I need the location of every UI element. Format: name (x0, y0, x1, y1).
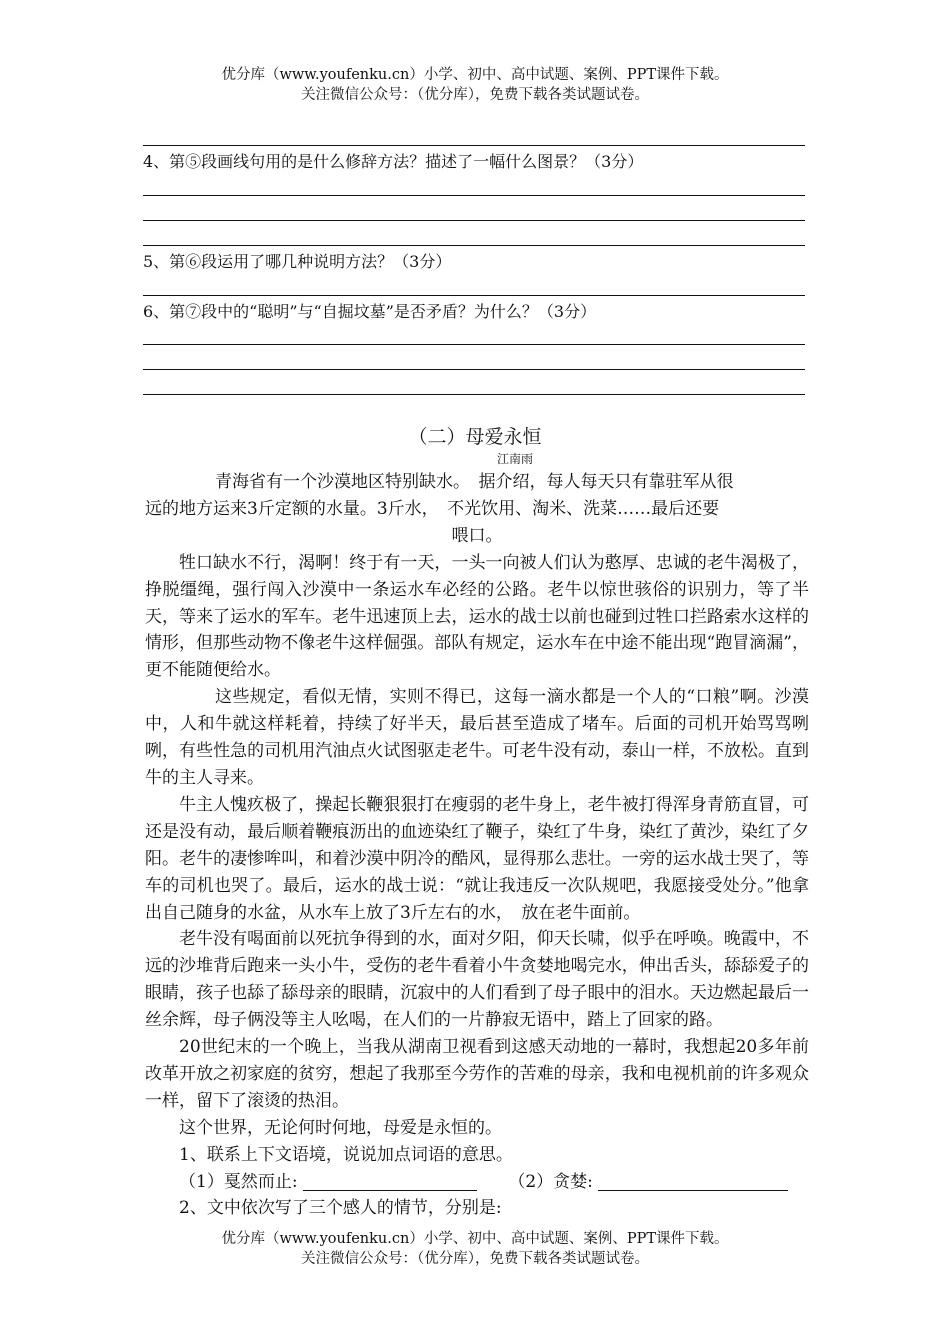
answer-line (143, 195, 805, 196)
paragraph-7: 这个世界，无论何时何地，母爱是永恒的。 (179, 1117, 502, 1138)
answer-line (143, 369, 805, 370)
answer-blank-2[interactable] (598, 1172, 788, 1191)
exercise-2: 2、文中依次写了三个感人的情节，分别是: (179, 1198, 502, 1219)
article-body (145, 469, 809, 1222)
answer-blank-1[interactable] (303, 1172, 477, 1191)
exercise-1b-label: （2）贪婪: (508, 1171, 593, 1192)
answer-line (143, 145, 805, 146)
article-title: （二）母爱永恒 (408, 426, 542, 448)
paragraph-1-line-1: 青海省有一个沙漠地区特别缺水。 据介绍，每人每天只有靠驻军从很 (215, 472, 734, 492)
exercise-1-items (145, 1169, 809, 1196)
paragraph-3: 这些规定，看似无情，实则不得已，这每一滴水都是一个人的“口粮”啊。沙漠中，人和牛就这样耗着，持续了好半天，最后甚至造成了堵车。后面的司机开始骂骂咧咧，有些性急的司机用汽油点火试图驱走老牛。可老牛没有动，泰山一样，不放松。直到牛的主人寻来。 (145, 687, 809, 788)
answer-line (143, 394, 805, 395)
answer-line (143, 344, 805, 345)
footer-line-2: 关注微信公众号：（优分库），免费下载各类试题试卷。 (301, 1251, 649, 1267)
paragraph-1-line-2: 远的地方运来3斤定额的水量。3斤水， 不光饮用、淘米、洗菜……最后还要 (145, 498, 720, 519)
paragraph-1-line-3: 喂口。 (451, 525, 503, 546)
paragraph-6: 20世纪末的一个晚上，当我从湖南卫视看到这感天动地的一幕时，我想起20多年前改革开放之初家庭的贫穷，想起了我那至今劳作的苦难的母亲，我和电视机前的许多观众一样，留下了滚烫的热泪。 (145, 1037, 809, 1111)
exercise-1: 1、联系上下文语境，说说加点词语的意思。 (179, 1144, 513, 1165)
footer-line-1: 优分库（www.youfenku.cn）小学、初中、高中试题、案例、PPT课件下载。 (221, 1231, 729, 1247)
paragraph-2: 牲口缺水不行，渴啊！终于有一天，一头一向被人们认为憨厚、忠诚的老牛渴极了，挣脱缰绳，强行闯入沙漠中一条运水车必经的公路。老牛以惊世骇俗的识别力，等了半天，等来了运水的军车。老牛迅速顶上去，运水的战士以前也碰到过牲口拦路索水这样的情形，但那些动物不像老牛这样倔强。部队有规定，运水车在中途不能出现“跑冒滴漏”，更不能随便给水。 (145, 552, 809, 681)
answer-line (143, 220, 805, 221)
answer-line (143, 245, 805, 246)
article-author: 江南雨 (496, 452, 533, 466)
paragraph-5: 老牛没有喝面前以死抗争得到的水，面对夕阳，仰天长啸，似乎在呼唤。晚霞中，不远的沙堆背后跑来一头小牛，受伤的老牛看着小牛贪婪地喝完水，伸出舌头，舔舔爱子的眼睛，孩子也舔了舔母亲的眼睛，沉寂中的人们看到了母子眼中的泪水。天边燃起最后一丝余辉，母子俩没等主人吆喝，在人们的一片静寂无语中，踏上了回家的路。 (145, 929, 809, 1031)
exercise-1a-label: （1）戛然而止: (179, 1171, 298, 1192)
header-line-1: 优分库（www.youfenku.cn）小学、初中、高中试题、案例、PPT课件下载。 (221, 67, 729, 83)
question-5: 5、第⑥段运用了哪几种说明方法？（3分） (143, 252, 452, 271)
question-6: 6、第⑦段中的“聪明”与“自掘坟墓”是否矛盾？为什么？（3分） (143, 302, 597, 321)
header-line-2: 关注微信公众号：（优分库），免费下载各类试题试卷。 (301, 87, 649, 103)
paragraph-4: 牛主人愧疚极了，操起长鞭狠狠打在瘦弱的老牛身上，老牛被打得浑身青筋直冒，可还是没有动，最后顺着鞭痕沥出的血迹染红了鞭子，染红了牛身，染红了黄沙，染红了夕阳。老牛的凄惨哞叫，和着沙漠中阴冷的酷风，显得那么悲壮。一旁的运水战士哭了，等车的司机也哭了。最后，运水的战士说：“就让我违反一次队规吧，我愿接受处分。”他拿出自己随身的水盆，从水车上放了3斤左右的水， 放在老牛面前。 (145, 794, 809, 923)
answer-line (143, 295, 805, 296)
question-4: 4、第⑤段画线句用的是什么修辞方法？描述了一幅什么图景？（3分） (143, 152, 644, 171)
